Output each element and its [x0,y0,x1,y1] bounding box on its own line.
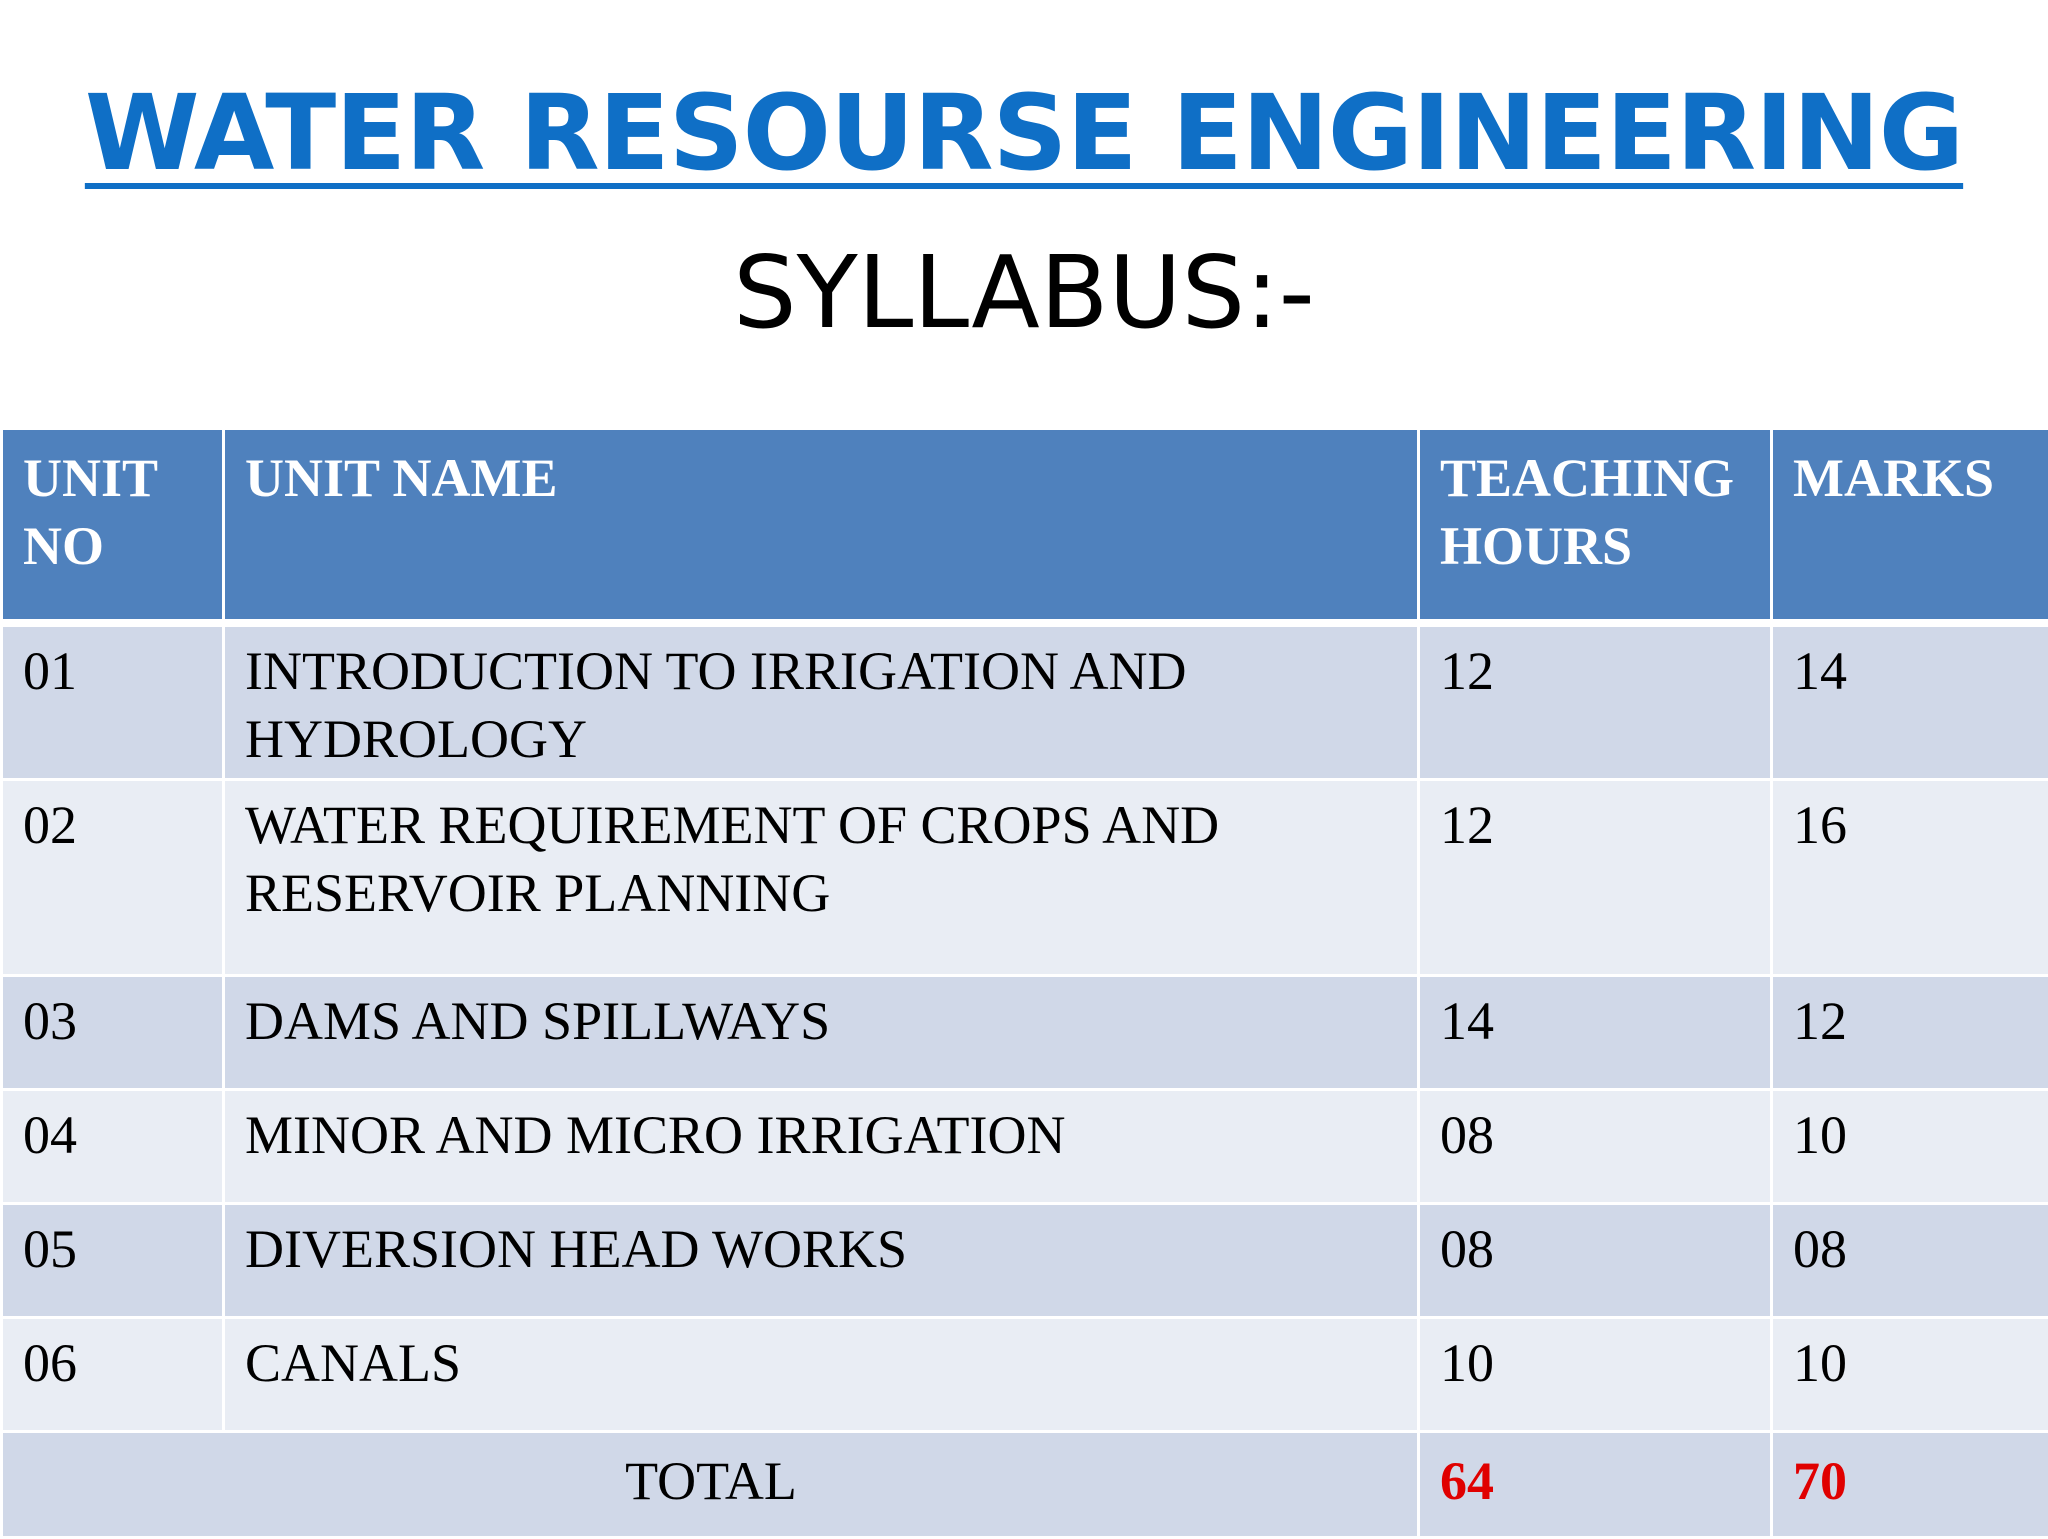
cell-marks: 10 [1772,1318,2048,1432]
cell-unit-no: 04 [2,1090,224,1204]
cell-teaching-hours: 08 [1419,1090,1772,1204]
cell-teaching-hours: 12 [1419,780,1772,976]
cell-teaching-hours: 08 [1419,1204,1772,1318]
table-row [2,623,2048,780]
cell-teaching-hours: 12 [1419,623,1772,780]
slide-subtitle: SYLLABUS:- [0,228,2048,358]
syllabus-table [0,427,2048,1539]
total-row [2,1432,2048,1538]
total-teaching-hours: 64 [1419,1432,1772,1538]
cell-marks: 16 [1772,780,2048,976]
cell-unit-no: 05 [2,1204,224,1318]
cell-unit-name: DAMS AND SPILLWAYS [224,976,1419,1090]
cell-unit-name: WATER REQUIREMENT OF CROPS AND RESERVOIR PLANNING [224,780,1419,976]
table-row [2,780,2048,976]
cell-unit-name: MINOR AND MICRO IRRIGATION [224,1090,1419,1204]
cell-unit-name: INTRODUCTION TO IRRIGATION AND HYDROLOGY [224,623,1419,780]
cell-unit-name: DIVERSION HEAD WORKS [224,1204,1419,1318]
table-row [2,1090,2048,1204]
header-unit-no: UNIT NO [2,429,224,623]
cell-unit-no: 03 [2,976,224,1090]
table-row [2,976,2048,1090]
table-row [2,1318,2048,1432]
table-header-row [2,429,2048,623]
total-label: TOTAL [2,1432,1419,1538]
header-marks: MARKS [1772,429,2048,623]
cell-marks: 08 [1772,1204,2048,1318]
cell-teaching-hours: 10 [1419,1318,1772,1432]
slide-title [0,68,2048,198]
cell-unit-no: 06 [2,1318,224,1432]
cell-marks: 14 [1772,623,2048,780]
cell-marks: 12 [1772,976,2048,1090]
cell-marks: 10 [1772,1090,2048,1204]
slide-title-text: WATER RESOURSE ENGINEERING [85,72,1963,194]
cell-unit-name: CANALS [224,1318,1419,1432]
total-marks: 70 [1772,1432,2048,1538]
cell-unit-no: 01 [2,623,224,780]
header-teaching-hours: TEACHING HOURS [1419,429,1772,623]
table-row [2,1204,2048,1318]
header-unit-name: UNIT NAME [224,429,1419,623]
cell-unit-no: 02 [2,780,224,976]
cell-teaching-hours: 14 [1419,976,1772,1090]
